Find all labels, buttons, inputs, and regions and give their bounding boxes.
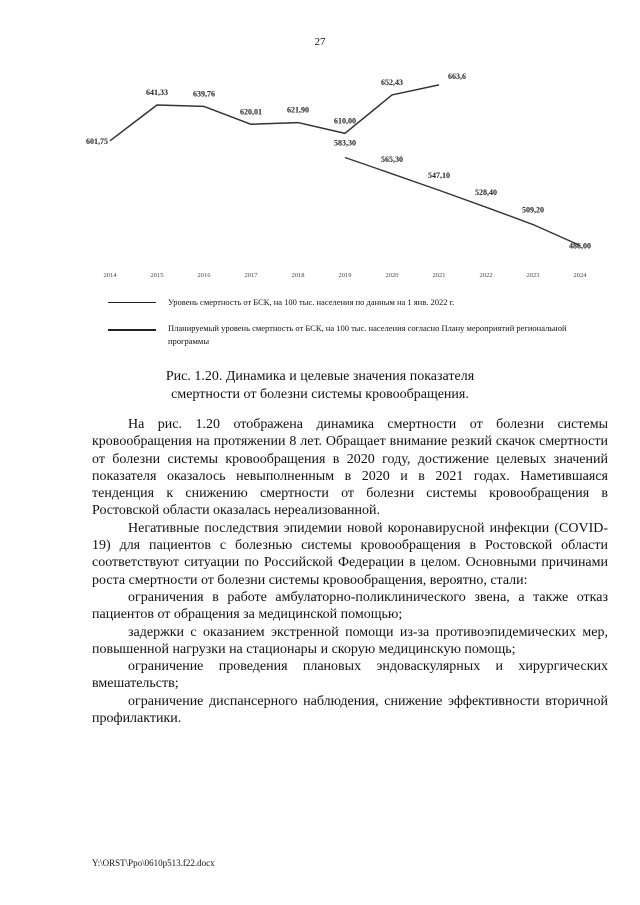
legend-item-actual <box>108 296 578 312</box>
data-label: 652,43 <box>381 77 403 87</box>
data-label: 486,00 <box>569 241 591 251</box>
data-label: 528,40 <box>475 188 497 198</box>
chart-svg <box>86 60 600 290</box>
paragraph: ограничения в работе амбулаторно-поликлинического звена, а также отказ пациентов от обращения за медицинской помощью; <box>92 589 608 623</box>
paragraph: ограничение диспансерного наблюдения, снижение эффективности вторичной профилактики. <box>92 693 608 727</box>
paragraph: На рис. 1.20 отображена динамика смертности от болезни системы кровообращения на протяжении 8 лет. Обращает внимание резкий скачок смертности от болезни системы кровообращения в 2020 году, достижение целевых значений показателя оказалось невыполненным в 2020 и в 2021 годах. Наметившаяся тенденция к снижению смертности от болезни системы кровообращения в Ростовской области оказалась нереализованной. <box>92 417 608 519</box>
legend-swatch-actual <box>108 302 156 303</box>
data-label: 509,20 <box>522 205 544 215</box>
figure-caption <box>120 368 520 404</box>
caption-line-2: смертности от болезни системы кровообращения. <box>171 387 469 402</box>
x-tick-label: 2022 <box>479 272 493 279</box>
legend-item-planned <box>108 322 578 350</box>
data-label: 621,90 <box>287 105 309 115</box>
paragraph: ограничение проведения плановых эндоваскулярных и хирургических вмешательств; <box>92 659 608 692</box>
x-tick-label: 2017 <box>244 272 258 279</box>
x-tick-label: 2023 <box>526 272 540 279</box>
x-tick-label: 2015 <box>150 272 164 279</box>
data-label: 641,33 <box>146 87 168 97</box>
legend-label-actual: Уровень смертность от БСК, на 100 тыс. населения по данным на 1 янв. 2022 г. <box>168 297 455 307</box>
x-tick-label: 2019 <box>338 272 352 279</box>
data-label: 620,01 <box>240 107 262 117</box>
paragraph: Негативные последствия эпидемии новой коронавирусной инфекции (COVID-19) для пациентов с болезнью системы кровообращения в Ростовской области соответствуют ситуации по Российской Федерации в целом. Основными причинами роста смертности от болезни системы кровообращения, вероятно, стали: <box>92 520 608 588</box>
legend-label-planned: Планируемый уровень смертность от БСК, на 100 тыс. населения согласно Плану мероприятий региональной программы <box>168 323 567 346</box>
x-tick-label: 2020 <box>385 272 399 279</box>
data-label: 583,30 <box>334 138 356 148</box>
page-number: 27 <box>314 36 326 48</box>
x-tick-label: 2016 <box>197 272 211 279</box>
data-label: 601,75 <box>86 136 108 146</box>
x-tick-label: 2018 <box>291 272 305 279</box>
series-line-planned <box>345 154 580 245</box>
body-text <box>92 416 608 727</box>
x-tick-label: 2024 <box>573 272 587 279</box>
caption-line-1: Рис. 1.20. Динамика и целевые значения показателя <box>165 369 475 384</box>
paragraph: задержки с оказанием экстренной помощи из-за противоэпидемических мер, повышенной нагрузки на стационары и скорую медицинскую помощь; <box>92 624 608 657</box>
data-label: 639,76 <box>193 89 215 99</box>
footer-file-path: Y:\ORST\Ppo\0610p513.f22.docx <box>92 858 215 868</box>
data-label: 565,30 <box>381 154 403 164</box>
data-label: 547,10 <box>428 171 450 181</box>
x-tick-label: 2014 <box>103 272 117 279</box>
line-chart <box>86 60 600 290</box>
x-tick-label: 2021 <box>432 272 446 279</box>
data-label: 610,00 <box>334 116 356 126</box>
data-label: 663,6 <box>448 71 466 81</box>
legend-swatch-planned <box>108 329 156 331</box>
